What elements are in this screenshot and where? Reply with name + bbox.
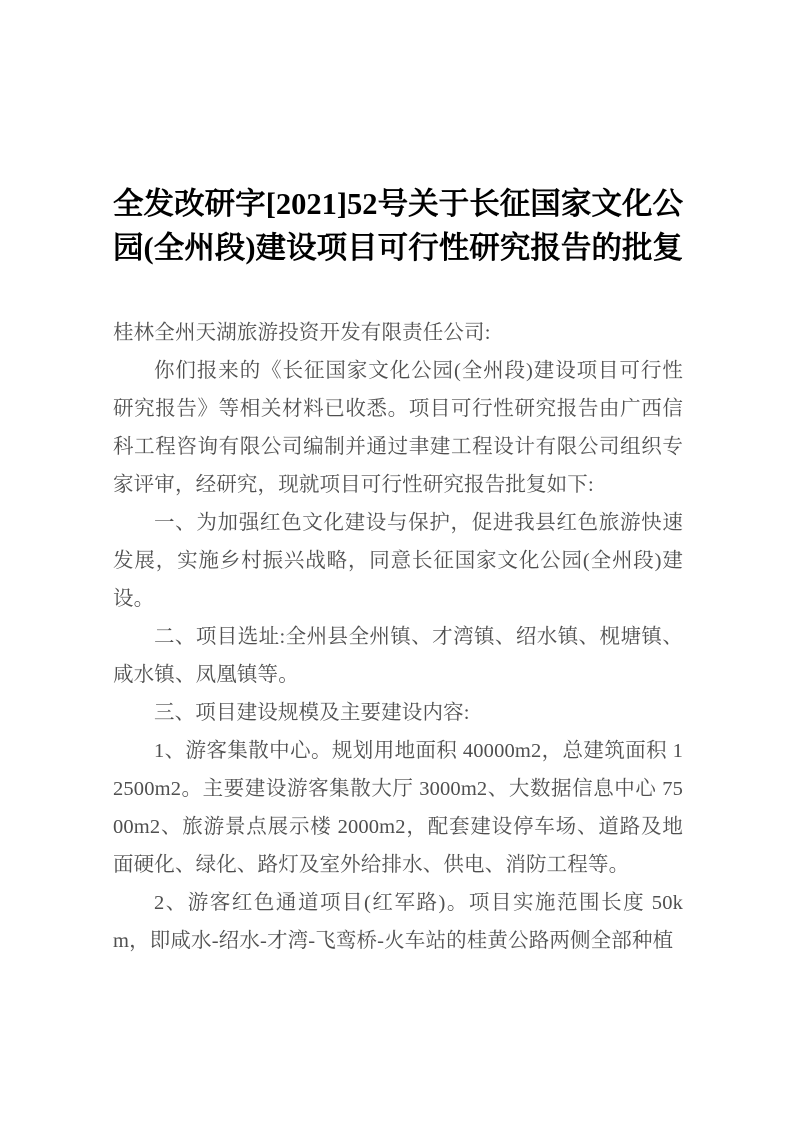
paragraph-item-one: 一、为加强红色文化建设与保护，促进我县红色旅游快速发展，实施乡村振兴战略，同意长征国家文化公园(全州段)建设。	[113, 512, 683, 610]
document-body	[113, 182, 683, 960]
paragraph-sub-item-one: 1、游客集散中心。规划用地面积 40000m2，总建筑面积 12500m2。主要建设游客集散大厅 3000m2、大数据信息中心 7500m2、旅游景点展示楼 2000m2，配套建设停车场、道路及地面硬化、绿化、路灯及室外给排水、供电、消防工程等。	[113, 740, 683, 876]
paragraph-sub-item-two: 2、游客红色通道项目(红军路)。项目实施范围长度 50km，即咸水-绍水-才湾-飞鸾桥-火车站的桂黄公路两侧全部种植	[113, 892, 683, 952]
salutation-line: 桂林全州天湖旅游投资开发有限责任公司:	[113, 322, 491, 344]
document-title: 全发改研字[2021]52号关于长征国家文化公园(全州段)建设项目可行性研究报告的批复	[113, 187, 683, 265]
paragraph-item-three: 三、项目建设规模及主要建设内容:	[154, 702, 470, 724]
paragraph-intro: 你们报来的《长征国家文化公园(全州段)建设项目可行性研究报告》等相关材料已收悉。项目可行性研究报告由广西信科工程咨询有限公司编制并通过聿建工程设计有限公司组织专家评审，经研究，现就项目可行性研究报告批复如下:	[113, 360, 683, 496]
paragraph-item-two: 二、项目选址:全州县全州镇、才湾镇、绍水镇、枧塘镇、咸水镇、凤凰镇等。	[113, 626, 683, 686]
title-body-spacer	[113, 270, 683, 314]
